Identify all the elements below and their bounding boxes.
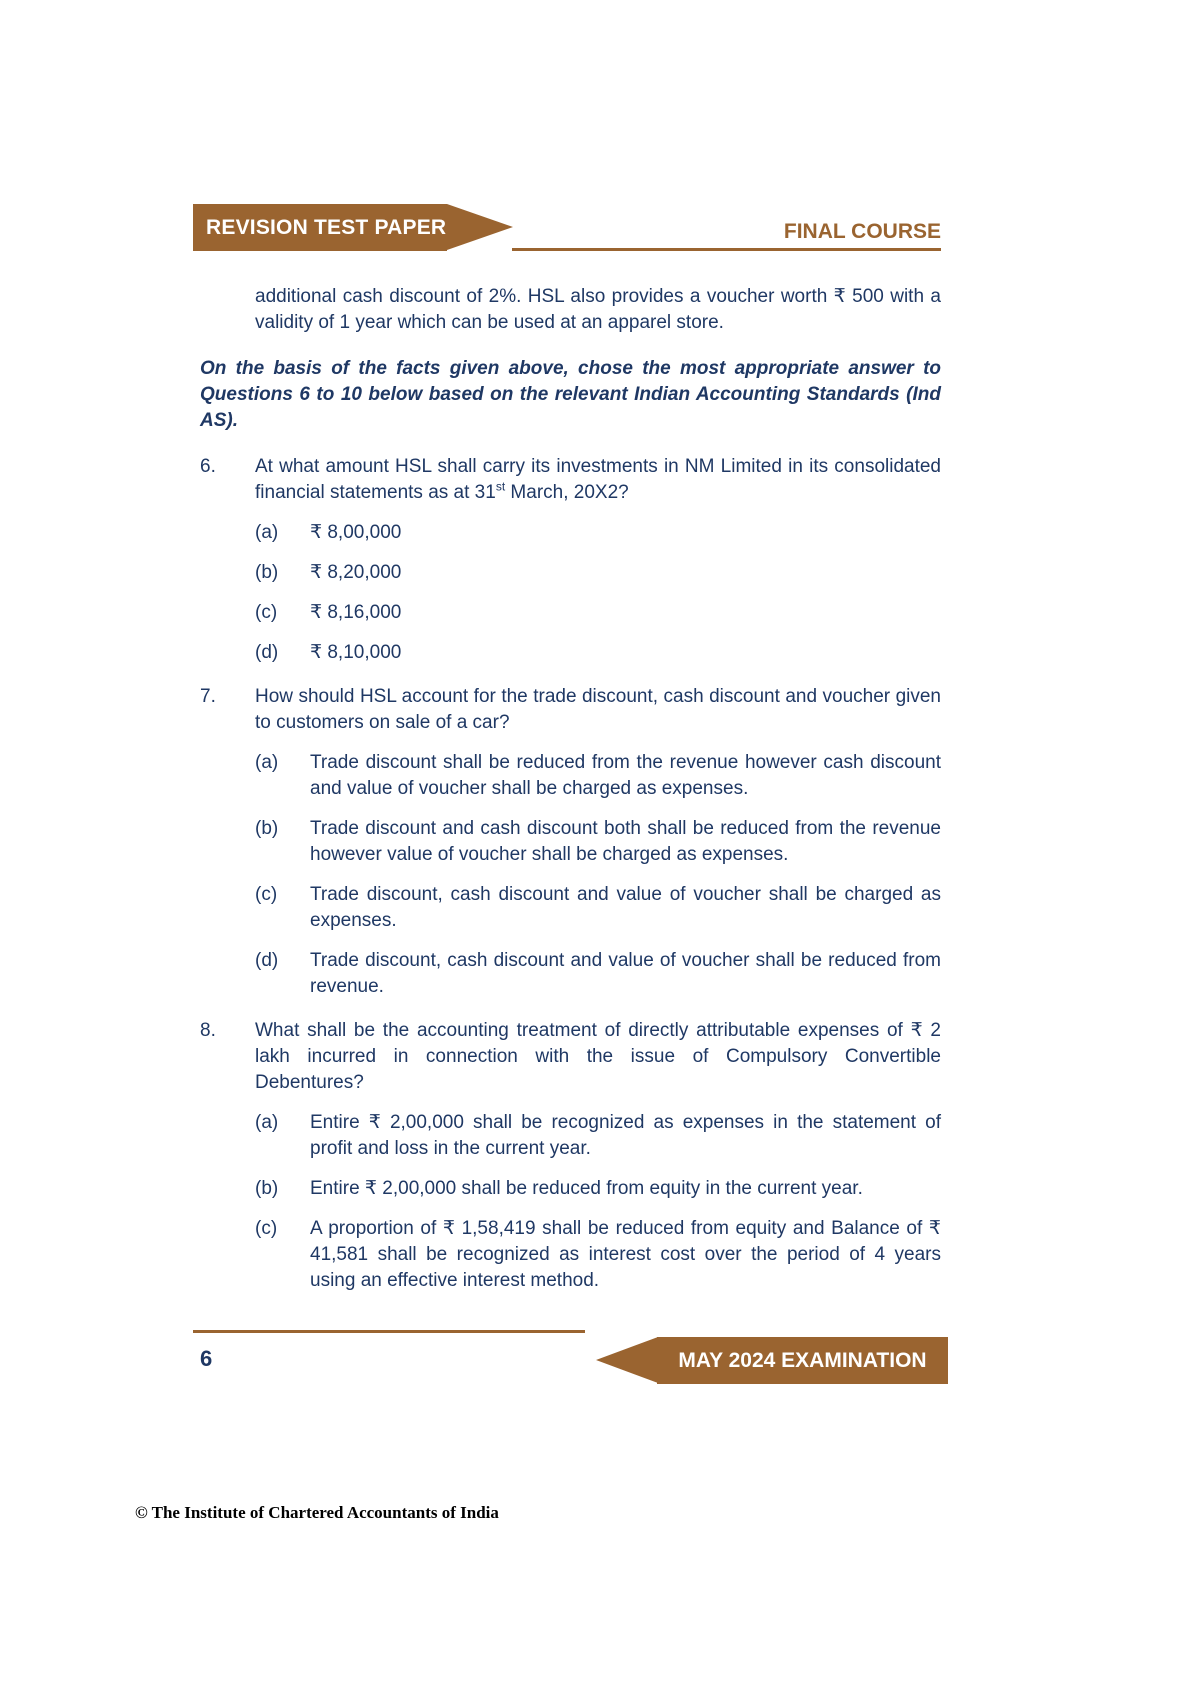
question-7 xyxy=(200,684,941,1000)
option-text: Entire ₹ 2,00,000 shall be recognized as expenses in the statement of profit and loss in the current year. xyxy=(310,1112,941,1159)
option-text: Trade discount and cash discount both shall be reduced from the revenue however value of voucher shall be charged as expenses. xyxy=(310,818,941,865)
option-label: (d) xyxy=(255,642,279,663)
question-8 xyxy=(200,1018,941,1294)
option-label: (a) xyxy=(255,1112,279,1133)
question-text-part: At what amount HSL shall carry its investments in NM Limited in its consolidated financial statements as at 31 xyxy=(255,456,941,503)
option-row xyxy=(255,1110,941,1162)
option-text: ₹ 8,00,000 xyxy=(310,522,402,543)
question-text: What shall be the accounting treatment of directly attributable expenses of ₹ 2 lakh incurred in connection with the issue of Compulsory Convertible Debentures? xyxy=(255,1020,941,1093)
option-label: (d) xyxy=(255,950,279,971)
question-number: 6. xyxy=(200,456,216,477)
option-label: (b) xyxy=(255,1178,279,1199)
option-row xyxy=(255,1176,941,1202)
question-number: 8. xyxy=(200,1020,216,1041)
option-row xyxy=(255,640,941,666)
option-text: A proportion of ₹ 1,58,419 shall be reduced from equity and Balance of ₹ 41,581 shall be recognized as interest cost over the period of 4 years using an effective interest method. xyxy=(310,1218,941,1291)
option-label: (c) xyxy=(255,1218,278,1239)
option-text: Trade discount shall be reduced from the revenue however cash discount and value of voucher shall be charged as expenses. xyxy=(310,752,941,799)
course-label: FINAL COURSE xyxy=(783,220,941,243)
option-label: (c) xyxy=(255,884,278,905)
footer-rule xyxy=(193,1330,585,1333)
option-row xyxy=(255,560,941,586)
option-row xyxy=(255,1216,941,1294)
option-row xyxy=(255,882,941,934)
question-number: 7. xyxy=(200,686,216,707)
option-row xyxy=(255,750,941,802)
option-label: (a) xyxy=(255,752,279,773)
option-text: ₹ 8,16,000 xyxy=(310,602,402,623)
option-text: ₹ 8,10,000 xyxy=(310,642,402,663)
option-text: ₹ 8,20,000 xyxy=(310,562,402,583)
exam-banner-label: MAY 2024 EXAMINATION xyxy=(678,1348,927,1372)
question-body xyxy=(255,1018,941,1294)
question-text xyxy=(255,454,941,506)
header-banner-label: REVISION TEST PAPER xyxy=(206,215,447,239)
option-text: Entire ₹ 2,00,000 shall be reduced from equity in the current year. xyxy=(310,1178,863,1199)
header-rule xyxy=(512,248,941,251)
exam-banner-left-arrow-icon xyxy=(596,1337,658,1383)
question-text: How should HSL account for the trade discount, cash discount and voucher given to customers on sale of a car? xyxy=(255,686,941,733)
option-label: (c) xyxy=(255,602,278,623)
option-row xyxy=(255,600,941,626)
option-row xyxy=(255,948,941,1000)
instruction-paragraph: On the basis of the facts given above, chose the most appropriate answer to Questions 6 to 10 below based on the relevant Indian Accounting Standards (Ind AS). xyxy=(200,358,941,431)
option-row xyxy=(255,816,941,868)
option-row xyxy=(255,520,941,546)
option-label: (b) xyxy=(255,818,279,839)
question-text-part: March, 20X2? xyxy=(505,482,629,503)
question-6 xyxy=(200,454,941,666)
copyright-notice: © The Institute of Chartered Accountants of India xyxy=(135,1503,499,1522)
page-content xyxy=(200,284,941,1312)
option-text: Trade discount, cash discount and value of voucher shall be charged as expenses. xyxy=(310,884,941,931)
ordinal-superscript: st xyxy=(495,479,506,494)
exam-banner xyxy=(657,1337,948,1384)
header-banner xyxy=(193,204,447,251)
option-label: (a) xyxy=(255,522,279,543)
banner-right-arrow-icon xyxy=(447,204,513,250)
question-body xyxy=(255,454,941,666)
intro-paragraph: additional cash discount of 2%. HSL also provides a voucher worth ₹ 500 with a validity of 1 year which can be used at an apparel store. xyxy=(255,286,941,333)
question-body xyxy=(255,684,941,1000)
option-label: (b) xyxy=(255,562,279,583)
page-number: 6 xyxy=(200,1346,213,1371)
option-text: Trade discount, cash discount and value of voucher shall be reduced from revenue. xyxy=(310,950,941,997)
